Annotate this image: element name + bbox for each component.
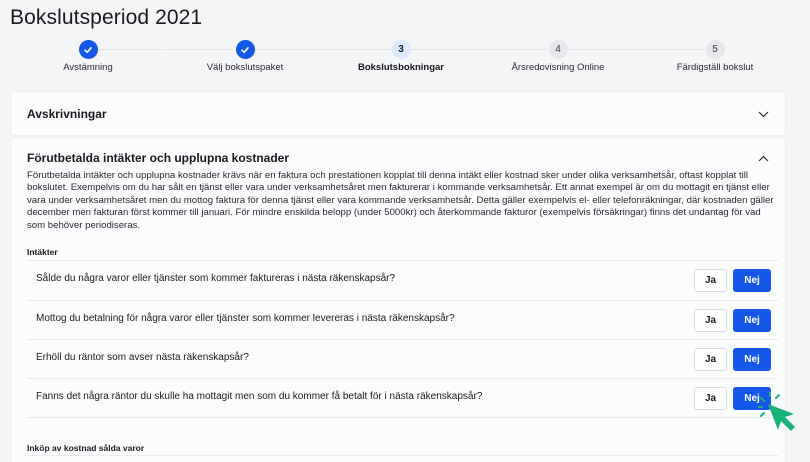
step-number: 3 [392,40,411,59]
step-bokslutsbokningar[interactable] [321,40,481,73]
nej-button[interactable]: Nej [733,387,771,410]
step-number: 5 [706,40,725,59]
step-number: 4 [549,40,568,59]
check-icon [236,40,255,59]
section-forutbetalda [10,137,786,462]
chevron-down-icon[interactable] [757,108,769,120]
step-arsredovisning-online[interactable] [478,40,638,73]
question-row [27,339,778,378]
progress-stepper [10,40,800,80]
divider [27,455,778,456]
nej-button[interactable]: Nej [733,269,771,292]
chevron-up-icon[interactable] [757,152,769,164]
step-avstamning[interactable] [8,40,168,73]
ja-button[interactable]: Ja [694,348,727,371]
question-row [27,378,778,417]
step-label: Välj bokslutspaket [206,62,284,73]
click-cursor-icon [758,392,800,434]
question-text: Fanns det några räntor du skulle ha mottagit men som du kommer få betalt för i nästa räkenskapsår? [36,391,483,402]
group-label-intakter: Intäkter [27,247,58,257]
question-text: Erhöll du räntor som avser nästa räkenskapsår? [36,352,249,363]
step-label: Bokslutsbokningar [357,62,445,73]
question-text: Mottog du betalning för några varor eller tjänster som kommer levereras i nästa räkenskapsår? [36,313,455,324]
nej-button[interactable]: Nej [733,348,771,371]
divider [27,417,778,418]
step-label: Färdigställ bokslut [676,62,754,73]
step-fardigstall-bokslut[interactable] [635,40,795,73]
section-avskrivningar[interactable] [10,91,786,136]
section-title: Förutbetalda intäkter och upplupna kostnader [27,151,290,165]
group-label-inkop: Inköp av kostnad sålda varor [27,443,145,453]
page-title: Bokslutsperiod 2021 [10,6,203,29]
check-icon [79,40,98,59]
question-text: Sålde du några varor eller tjänster som kommer faktureras i nästa räkenskapsår? [36,273,396,284]
question-row [27,260,778,299]
ja-button[interactable]: Ja [694,387,727,410]
nej-button[interactable]: Nej [733,309,771,332]
question-row [27,300,778,339]
step-valj-bokslutspaket[interactable] [165,40,325,73]
step-label: Årsredovisning Online [511,62,605,73]
section-description: Förutbetalda intäkter och upplupna kostnader krävs när en faktura och prestationen kopplat till denna intäkt eller kostnad sker under olika verksamhetsår, oftast kopplat till bokslutet. Exempelvis om du har sålt en tjänst eller vara under verksamhetsåret men fakturerar i kommande verksamhetsår. Ett annat exempel är om du mottagit en tjänst eller vara under verksamhetsåret men du mottog faktura för denna tjänst eller vara kommande verksamhetsår. Detta gäller exempelvis el- eller telefonräkningar, där kostnaden gäller december men fakturan först kommer till januari. För mindre enskilda belopp (under 5000kr) och återkommande fakturor (exempelvis försäkringar) finns det undantag för vad som behöver periodiseras. [27,170,774,231]
ja-button[interactable]: Ja [694,309,727,332]
section-title: Avskrivningar [27,107,107,121]
ja-button[interactable]: Ja [694,269,727,292]
step-label: Avstämning [63,62,113,73]
